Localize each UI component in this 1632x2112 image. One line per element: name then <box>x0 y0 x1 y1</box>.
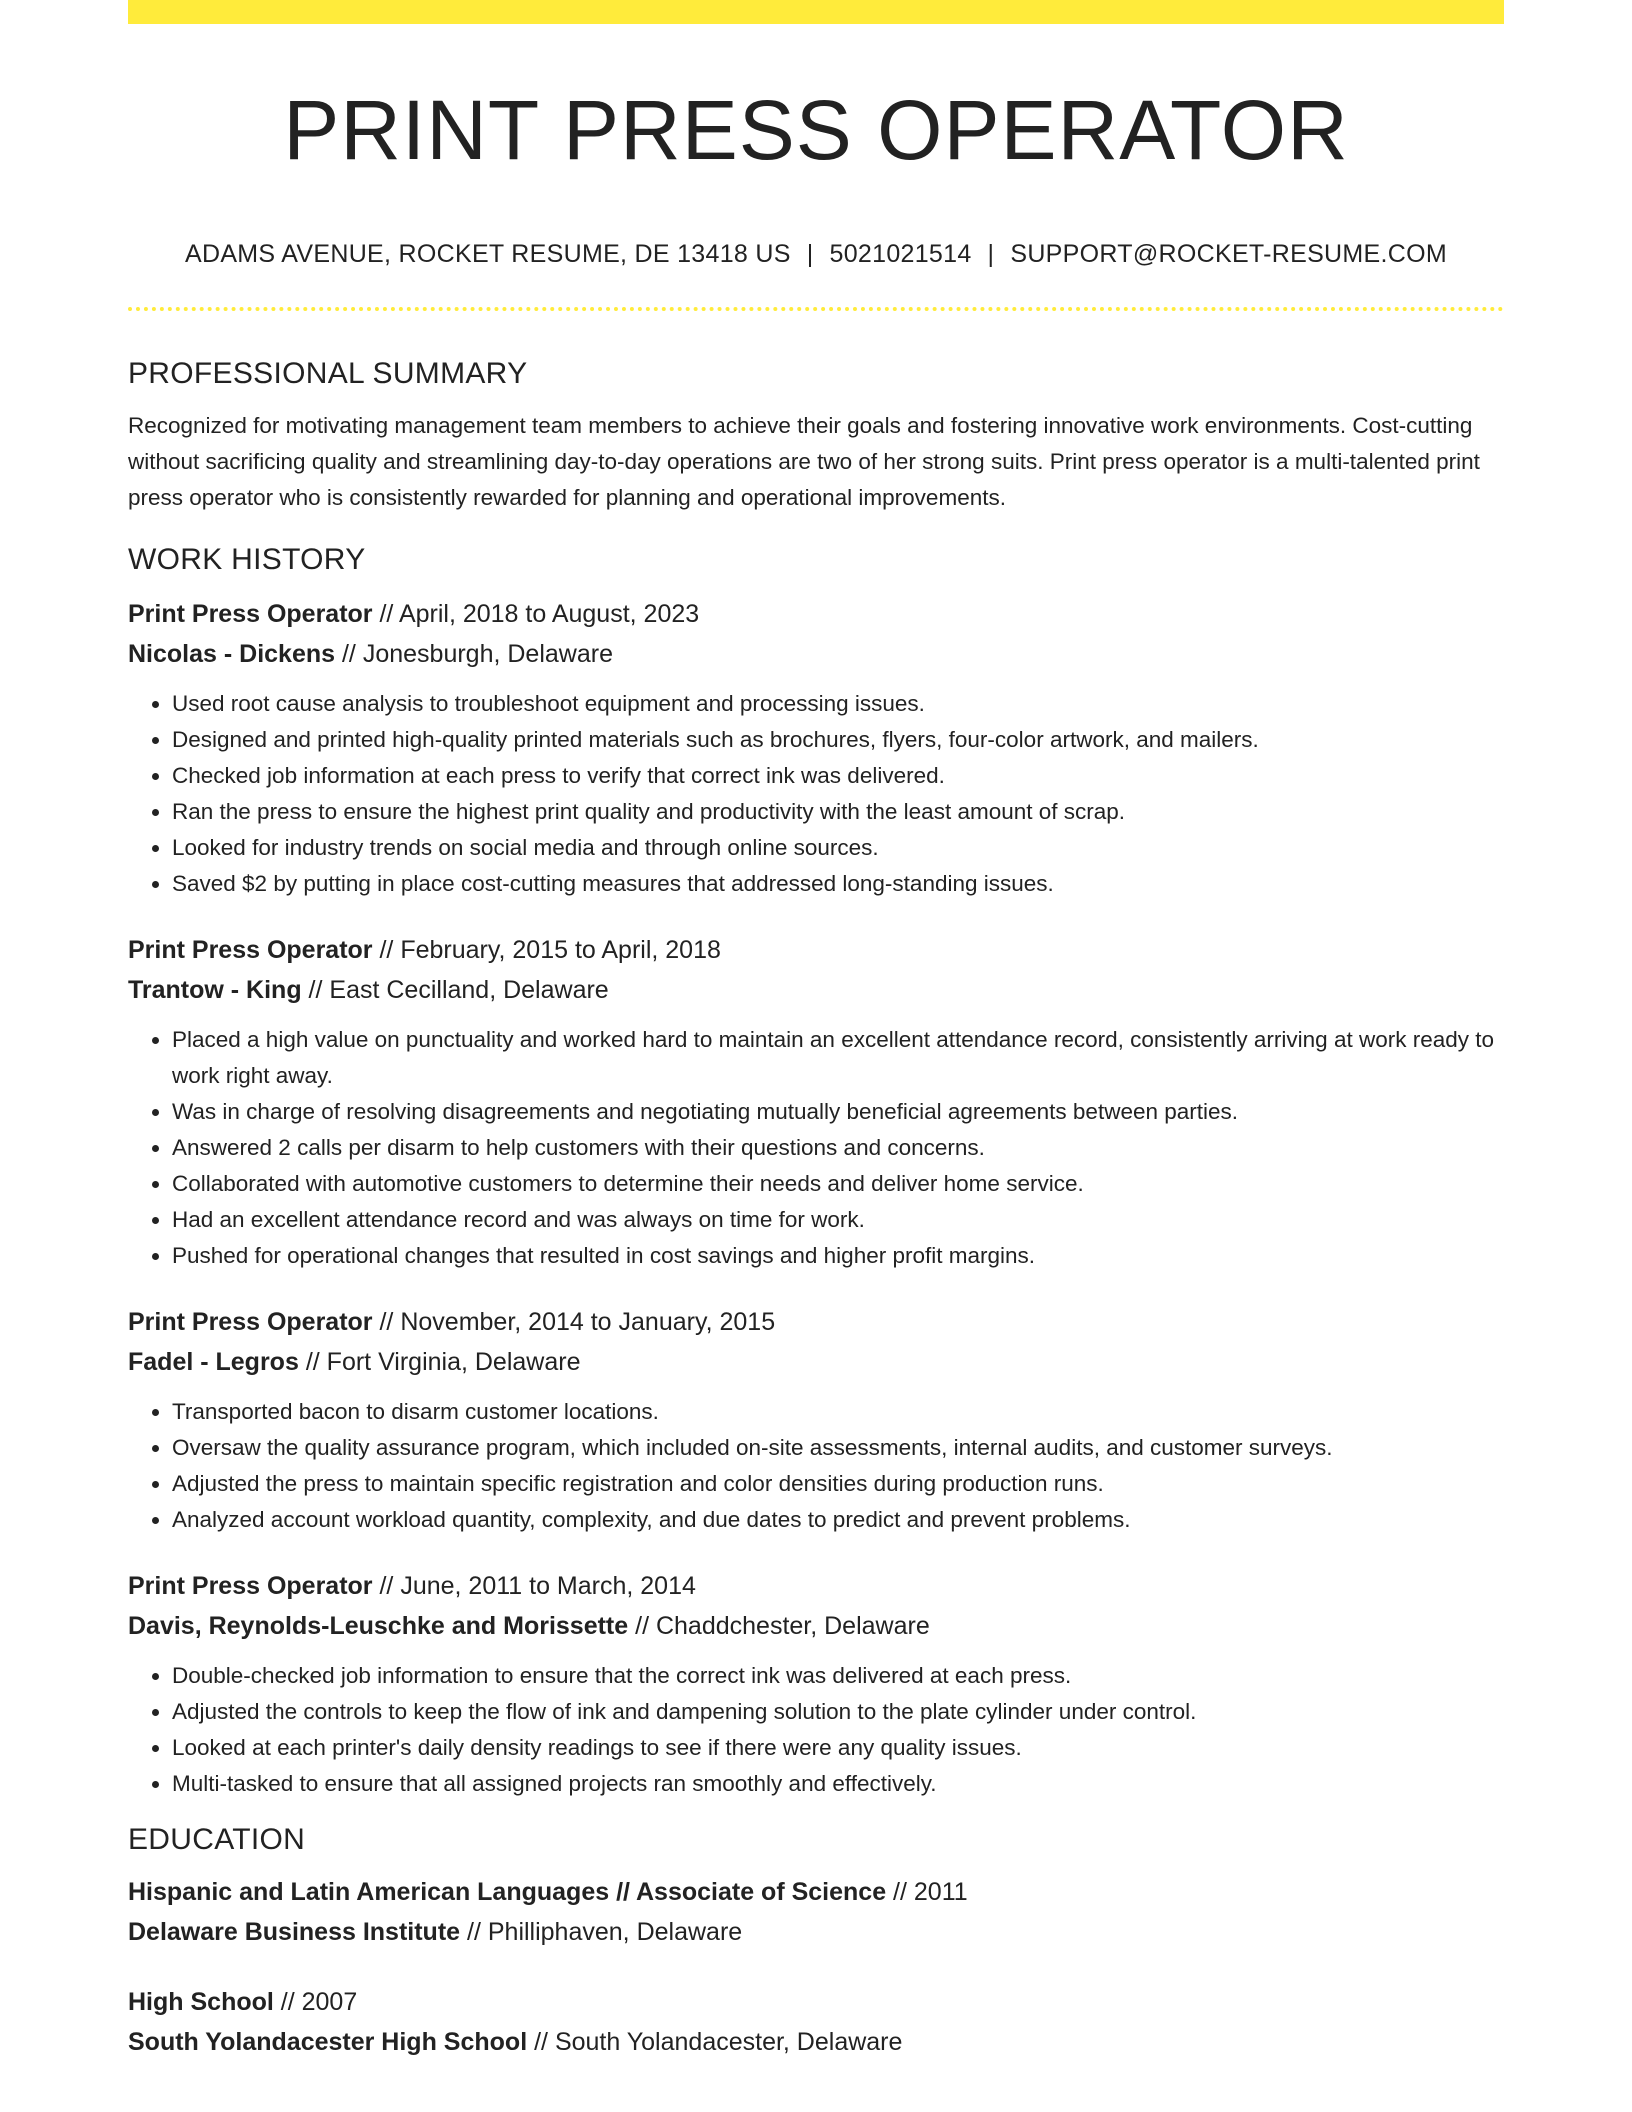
contact-line <box>128 236 1504 272</box>
job-title: Print Press Operator <box>128 936 373 964</box>
job-company-line <box>128 1342 1504 1382</box>
contact-email[interactable]: SUPPORT@ROCKET-RESUME.COM <box>1010 240 1447 268</box>
education-school-line <box>128 1912 1504 1952</box>
job-title-line <box>128 594 1504 634</box>
field-separator: // <box>372 600 399 628</box>
job-location: East Cecilland, Delaware <box>329 976 609 1004</box>
summary-text: Recognized for motivating management team members to achieve their goals and fostering innovative work environments. Cost-cutting without sacrificing quality and streamlining day-to-day operations are two of her strong suits. Print press operator is a multi-talented print press operator who is consistently rewarded for planning and operational improvements. <box>128 413 1480 510</box>
education-degree: Hispanic and Latin American Languages // Associate of Science <box>128 1878 887 1906</box>
education-location: Philliphaven, Delaware <box>487 1918 743 1946</box>
field-separator: // <box>298 1348 327 1376</box>
job-bullet: • Ran the press to ensure the highest print quality and productivity with the least amount of scrap. <box>172 794 1504 830</box>
job-company: Trantow - King <box>128 976 302 1004</box>
job-bullet: • Adjusted the press to maintain specific registration and color densities during production runs. <box>172 1466 1504 1502</box>
job-entry <box>128 930 1504 1274</box>
education-heading: EDUCATION <box>128 1823 306 1856</box>
education-school-line <box>128 2022 1504 2062</box>
job-dates: June, 2011 to March, 2014 <box>400 1572 696 1600</box>
job-bullet: • Analyzed account workload quantity, complexity, and due dates to predict and prevent problems. <box>172 1502 1504 1538</box>
field-separator: // <box>372 1572 401 1600</box>
job-bullets <box>128 1022 1504 1274</box>
education-degree-line <box>128 1982 1504 2022</box>
field-separator: // <box>273 1988 302 2016</box>
job-title: Print Press Operator <box>128 600 373 628</box>
job-company: Fadel - Legros <box>128 1348 299 1376</box>
field-separator: // <box>372 1308 401 1336</box>
education-year: 2007 <box>301 1988 358 2016</box>
job-bullets <box>128 1394 1504 1538</box>
job-bullet: • Answered 2 calls per disarm to help customers with their questions and concerns. <box>172 1130 1504 1166</box>
job-bullet: • Placed a high value on punctuality and worked hard to maintain an excellent attendance record, consistently arriving at work ready to work right away. <box>172 1022 1504 1094</box>
education-entry <box>128 1982 1504 2062</box>
field-separator: // <box>628 1612 656 1640</box>
job-title-line <box>128 1302 1504 1342</box>
education-school: South Yolandacester High School <box>128 2028 528 2056</box>
education-entry <box>128 1872 1504 1952</box>
field-separator: // <box>301 976 330 1004</box>
education-year: 2011 <box>913 1878 968 1906</box>
job-company: Davis, Reynolds-Leuschke and Morissette <box>128 1612 629 1640</box>
job-company-line <box>128 1606 1504 1646</box>
field-separator: // <box>886 1878 914 1906</box>
job-entry <box>128 1302 1504 1538</box>
job-bullet: • Multi-tasked to ensure that all assigned projects ran smoothly and effectively. <box>172 1766 1504 1802</box>
job-company-line <box>128 634 1504 674</box>
job-bullet: • Transported bacon to disarm customer locations. <box>172 1394 1504 1430</box>
job-location: Fort Virginia, Delaware <box>326 1348 581 1376</box>
education-degree-line <box>128 1872 1504 1912</box>
contact-separator: | <box>987 240 995 268</box>
job-bullet: • Pushed for operational changes that resulted in cost savings and higher profit margins. <box>172 1238 1504 1274</box>
job-bullet: • Saved $2 by putting in place cost-cutting measures that addressed long-standing issues. <box>172 866 1504 902</box>
job-location: Chaddchester, Delaware <box>655 1612 930 1640</box>
job-title-line <box>128 930 1504 970</box>
dotted-divider <box>128 307 1504 311</box>
education-section <box>128 1818 1504 2062</box>
education-school: Delaware Business Institute <box>128 1918 461 1946</box>
job-bullets <box>128 686 1504 902</box>
work-history-heading: WORK HISTORY <box>128 543 366 576</box>
resume-page <box>128 0 1504 2112</box>
field-separator: // <box>372 936 401 964</box>
summary-section <box>128 352 1504 516</box>
field-separator: // <box>335 640 363 668</box>
contact-separator: | <box>806 240 814 268</box>
job-bullet: • Double-checked job information to ensure that the correct ink was delivered at each press. <box>172 1658 1504 1694</box>
job-bullet: • Collaborated with automotive customers to determine their needs and deliver home service. <box>172 1166 1504 1202</box>
field-separator: // <box>460 1918 488 1946</box>
work-history-section <box>128 538 1504 1802</box>
education-location: South Yolandacester, Delaware <box>554 2028 903 2056</box>
field-separator: // <box>527 2028 555 2056</box>
job-bullet: • Looked for industry trends on social media and through online sources. <box>172 830 1504 866</box>
job-bullet: • Checked job information at each press to verify that correct ink was delivered. <box>172 758 1504 794</box>
job-title-line <box>128 1566 1504 1606</box>
job-dates: November, 2014 to January, 2015 <box>400 1308 776 1336</box>
education-degree: High School <box>128 1988 274 2016</box>
accent-top-bar <box>128 0 1504 24</box>
job-entry <box>128 1566 1504 1802</box>
job-bullet: • Used root cause analysis to troubleshoot equipment and processing issues. <box>172 686 1504 722</box>
job-bullet: • Adjusted the controls to keep the flow of ink and dampening solution to the plate cylinder under control. <box>172 1694 1504 1730</box>
resume-title: PRINT PRESS OPERATOR <box>283 83 1349 177</box>
job-bullet: • Looked at each printer's daily density readings to see if there were any quality issues. <box>172 1730 1504 1766</box>
job-title: Print Press Operator <box>128 1308 373 1336</box>
contact-phone[interactable]: 5021021514 <box>829 240 972 268</box>
job-dates: April, 2018 to August, 2023 <box>398 600 700 628</box>
job-bullet: • Was in charge of resolving disagreements and negotiating mutually beneficial agreements between parties. <box>172 1094 1504 1130</box>
job-bullet: • Oversaw the quality assurance program, which included on-site assessments, internal audits, and customer surveys. <box>172 1430 1504 1466</box>
job-bullet: • Had an excellent attendance record and was always on time for work. <box>172 1202 1504 1238</box>
job-company: Nicolas - Dickens <box>128 640 336 668</box>
job-company-line <box>128 970 1504 1010</box>
job-bullet: • Designed and printed high-quality printed materials such as brochures, flyers, four-color artwork, and mailers. <box>172 722 1504 758</box>
job-title: Print Press Operator <box>128 1572 373 1600</box>
contact-address: ADAMS AVENUE, ROCKET RESUME, DE 13418 US <box>185 240 791 268</box>
resume-content <box>128 352 1504 2062</box>
job-bullets <box>128 1658 1504 1802</box>
job-location: Jonesburgh, Delaware <box>362 640 613 668</box>
job-entry <box>128 594 1504 902</box>
summary-heading: PROFESSIONAL SUMMARY <box>128 357 528 390</box>
job-dates: February, 2015 to April, 2018 <box>400 936 721 964</box>
